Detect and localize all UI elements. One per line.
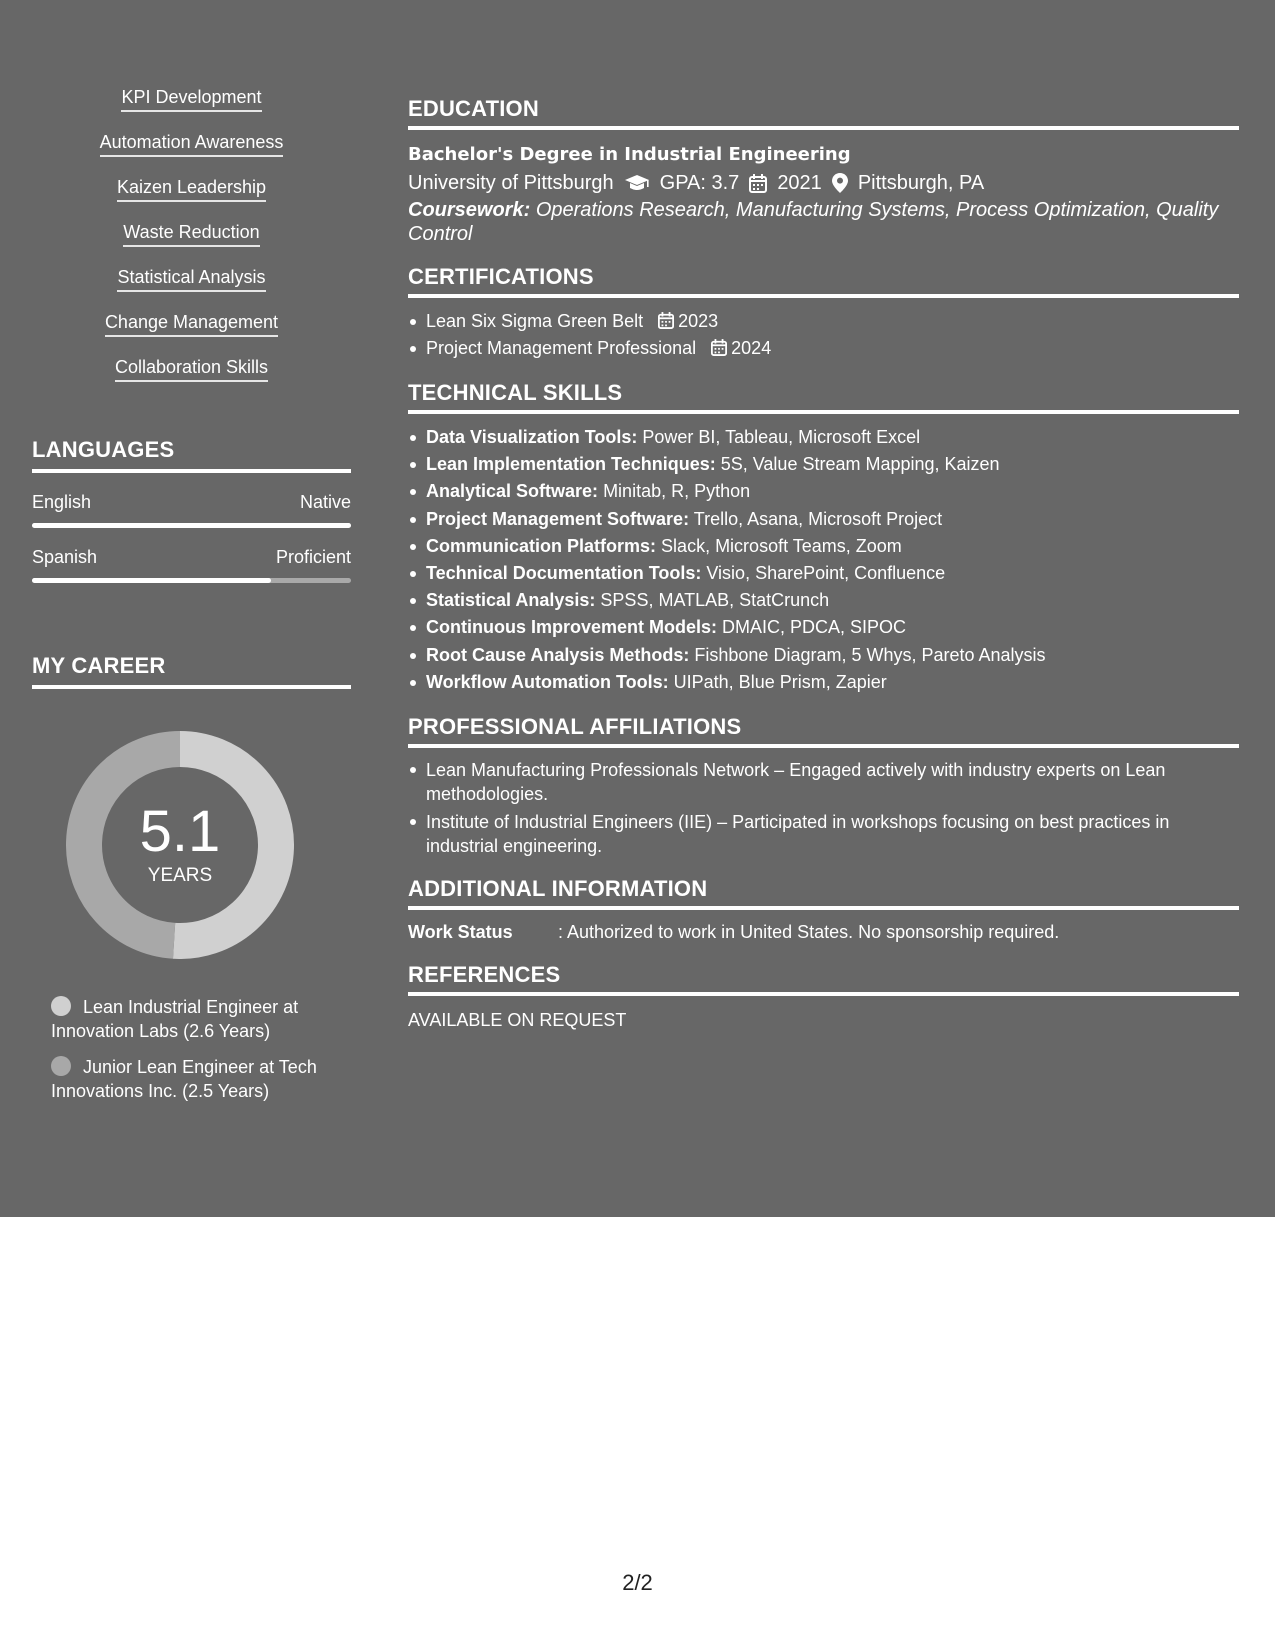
technical-skill-value: Slack, Microsoft Teams, Zoom [661,535,902,556]
skill-tag: Statistical Analysis [117,266,265,292]
technical-skill-item [408,669,1239,696]
technical-skill-value: Fishbone Diagram, 5 Whys, Pareto Analysis [694,644,1046,665]
certification-name: Project Management Professional [426,338,697,358]
technical-skills-section [408,380,1239,696]
career-jobs-list [32,995,351,1103]
left-column [32,86,351,1115]
references-text: AVAILABLE ON REQUEST [408,1010,627,1031]
calendar-icon [749,174,767,193]
technical-skill-item [408,424,1239,451]
technical-skill-label: Continuous Improvement Models: [426,617,718,638]
career-title: MY CAREER [32,653,351,689]
school-name: University of Pittsburgh [408,172,614,194]
technical-skills-title: TECHNICAL SKILLS [408,380,1239,414]
additional-info-section [408,876,1239,944]
technical-skill-label: Data Visualization Tools: [426,427,638,447]
technical-skill-item [408,533,1239,560]
references-section [408,962,1239,1032]
career-job-text: Junior Lean Engineer at Tech Innovations Inc. (2.5 Years) [51,1057,317,1101]
skill-tag: Automation Awareness [100,131,284,157]
skill-tag: Waste Reduction [123,221,259,247]
skill-tag: Kaizen Leadership [117,176,266,202]
skill-tag: KPI Development [121,86,261,112]
skill-tag: Collaboration Skills [115,356,268,382]
technical-skill-value: UIPath, Blue Prism, Zapier [673,671,887,692]
skill-tag: Change Management [105,311,278,337]
career-years-unit: YEARS [147,865,213,886]
affiliations-list [408,758,1239,858]
language-bar-fill [32,523,351,528]
technical-skill-item [408,451,1239,478]
education-title: EDUCATION [408,96,1239,130]
languages-title: LANGUAGES [32,437,351,473]
graduation-cap-icon [624,174,650,192]
coursework-text: Operations Research, Manufacturing Systems, Process Optimization, Quality Control [408,199,1219,245]
technical-skill-item [408,587,1239,614]
language-item [32,491,351,528]
language-level: Native [299,492,351,512]
language-item [32,546,351,583]
certifications-list [408,308,1239,362]
technical-skill-item [408,506,1239,533]
language-bar [32,523,351,528]
languages-section [32,437,351,583]
education-meta [408,168,1239,198]
technical-skill-item [408,642,1239,669]
coursework [408,198,1239,246]
technical-skill-label: Project Management Software: [426,508,690,529]
language-name: Spanish [32,547,98,567]
gpa: GPA: 3.7 [659,172,740,194]
technical-skill-item [408,560,1239,587]
certification-item [408,308,1239,335]
technical-skill-value: Minitab, R, Python [603,481,751,502]
language-bar-fill [32,578,271,583]
degree-title: Bachelor's Degree in Industrial Engineering [408,144,851,165]
technical-skill-value: Visio, SharePoint, Confluence [706,563,946,584]
school-location: Pittsburgh, PA [857,172,985,194]
technical-skill-label: Analytical Software: [426,481,599,502]
technical-skill-value: Power BI, Tableau, Microsoft Excel [642,427,921,447]
additional-info-title: ADDITIONAL INFORMATION [408,876,1239,910]
certification-year: 2023 [678,311,719,331]
right-column [408,96,1239,1050]
technical-skill-item [408,614,1239,641]
technical-skill-value: SPSS, MATLAB, StatCrunch [600,590,830,611]
technical-skill-value: Trello, Asana, Microsoft Project [693,508,943,529]
career-donut-chart [66,731,294,959]
career-job-item [51,995,341,1043]
calendar-icon [658,312,674,329]
legend-dot [51,1056,71,1076]
certifications-title: CERTIFICATIONS [408,264,1239,298]
career-job-text: Lean Industrial Engineer at Innovation Labs (2.6 Years) [51,997,299,1041]
certification-name: Lean Six Sigma Green Belt [426,311,644,331]
calendar-icon [711,339,727,356]
affiliations-title: PROFESSIONAL AFFILIATIONS [408,714,1239,748]
coursework-label: Coursework: [408,199,531,221]
language-name: English [32,492,92,512]
skills-list [32,86,351,401]
certification-year: 2024 [731,338,772,358]
legend-dot [51,996,71,1016]
work-status-row [408,920,1239,944]
affiliation-item: Lean Manufacturing Professionals Network – Engaged actively with industry experts on Lean methodologies. [408,758,1239,806]
technical-skills-list [408,424,1239,696]
work-status-value: : Authorized to work in United States. No sponsorship required. [558,922,1060,943]
education-section [408,96,1239,246]
page-number: 2/2 [622,1570,653,1595]
technical-skill-item [408,478,1239,505]
certifications-section [408,264,1239,362]
career-section [32,653,351,1103]
technical-skill-label: Technical Documentation Tools: [426,563,702,584]
technical-skill-label: Communication Platforms: [426,535,657,556]
technical-skill-label: Lean Implementation Techniques: [426,454,716,475]
career-job-item [51,1055,341,1103]
technical-skill-label: Root Cause Analysis Methods: [426,644,690,665]
technical-skill-label: Workflow Automation Tools: [426,671,669,692]
certification-item [408,335,1239,362]
language-bar [32,578,351,583]
affiliations-section [408,714,1239,858]
language-level: Proficient [275,547,351,567]
technical-skill-value: DMAIC, PDCA, SIPOC [722,617,907,638]
career-total-years: 5.1 [139,799,221,864]
technical-skill-label: Statistical Analysis: [426,590,596,611]
references-title: REFERENCES [408,962,1239,996]
affiliation-item: Institute of Industrial Engineers (IIE) – Participated in workshops focusing on best practices in industrial engineering. [408,810,1239,858]
technical-skill-value: 5S, Value Stream Mapping, Kaizen [720,454,1000,475]
work-status-label: Work Status [408,922,513,943]
graduation-year: 2021 [777,172,822,194]
location-pin-icon [832,173,848,193]
